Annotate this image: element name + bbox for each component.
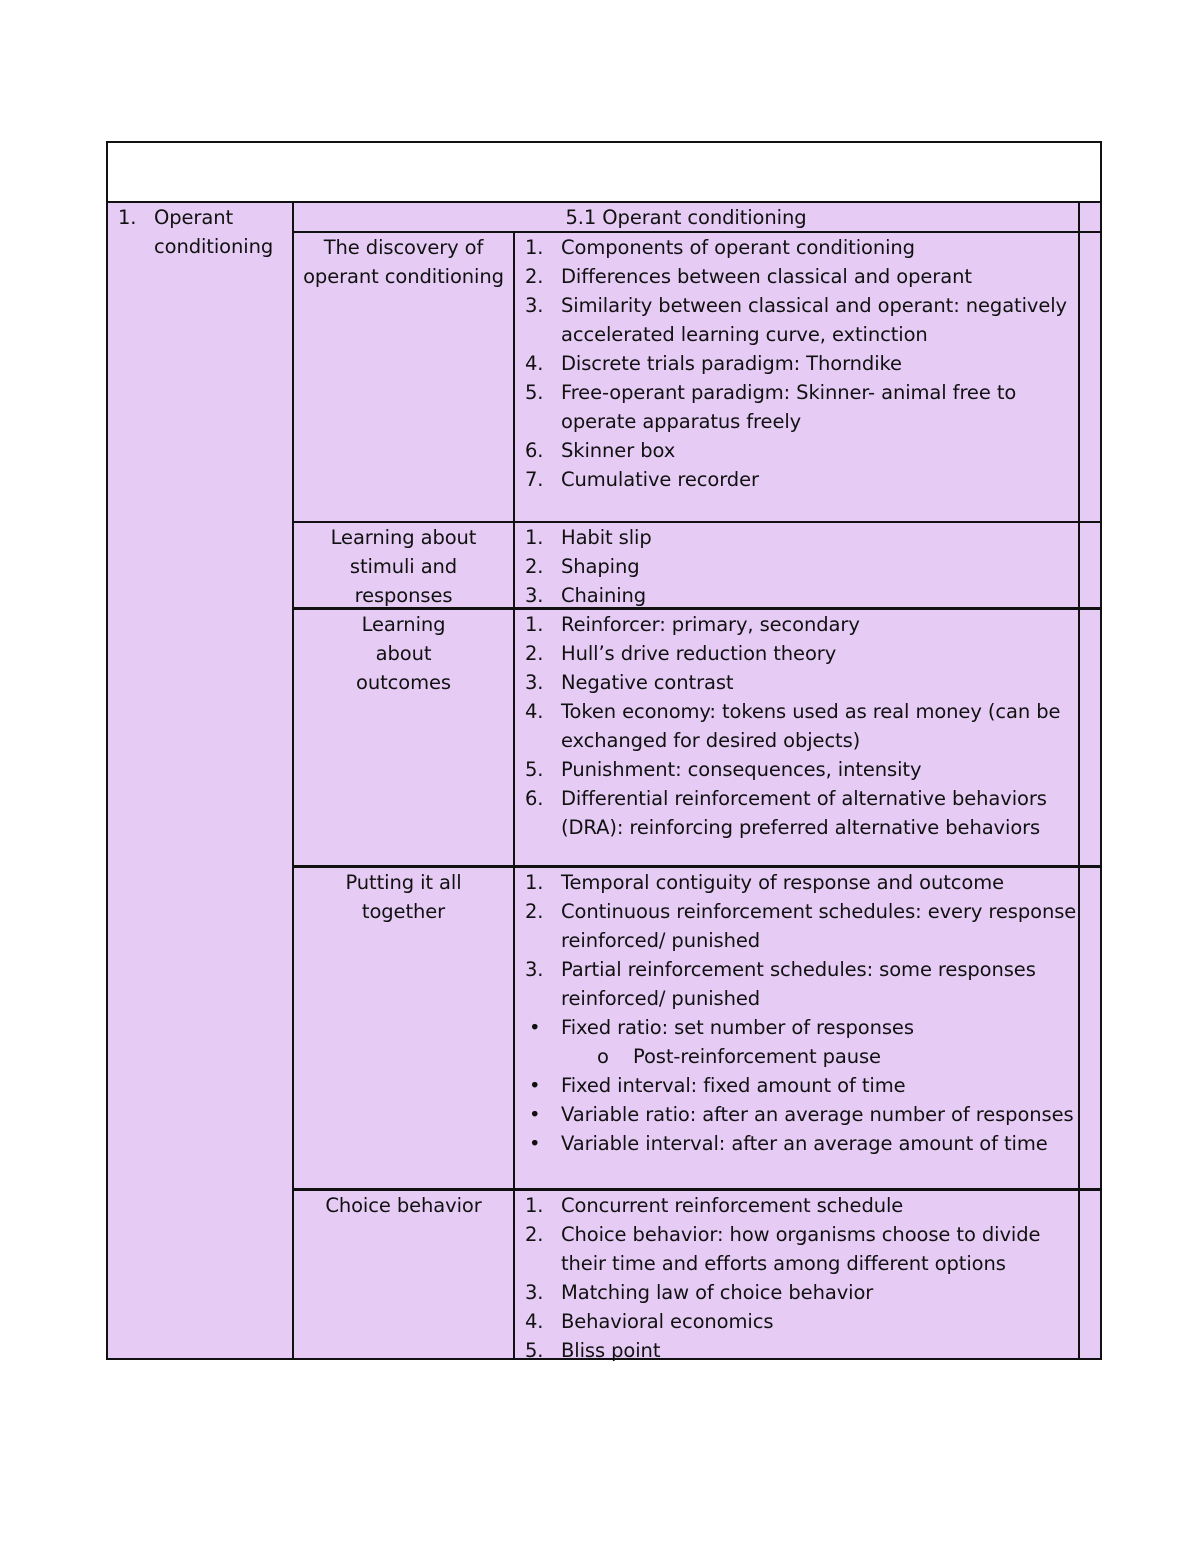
- items-list-outcomes: [515, 610, 1078, 842]
- list-marker: •: [529, 1132, 541, 1155]
- list-item: [515, 868, 1078, 897]
- list-item-text: Partial reinforcement schedules: some responses reinforced/ punished: [561, 958, 1036, 1010]
- list-marker: 4.: [525, 352, 544, 375]
- list-item: [515, 523, 1078, 552]
- list-marker: 2.: [525, 265, 544, 288]
- list-item-text: Token economy: tokens used as real money (can be exchanged for desired objects): [561, 700, 1061, 752]
- rule-left-column: [292, 201, 294, 1358]
- list-item: [515, 1042, 1078, 1071]
- list-item: [515, 436, 1078, 465]
- list-marker: 1.: [525, 871, 544, 894]
- list-marker: 6.: [525, 439, 544, 462]
- list-marker: 7.: [525, 468, 544, 491]
- list-marker: 2.: [525, 900, 544, 923]
- rule-row-4: [294, 1188, 1100, 1191]
- extra-cell-1: [1080, 233, 1100, 521]
- list-item-text: Variable ratio: after an average number of responses: [561, 1103, 1074, 1126]
- list-item: [515, 1220, 1078, 1278]
- list-item: [515, 1129, 1078, 1158]
- items-cell-choice: [515, 1191, 1078, 1362]
- list-item-text: Punishment: consequences, intensity: [561, 758, 922, 781]
- section-title: 5.1 Operant conditioning: [294, 203, 1078, 231]
- list-item: [515, 1307, 1078, 1336]
- topic-cell-together: Putting it all together: [294, 868, 513, 1188]
- list-item: [515, 552, 1078, 581]
- list-item-text: Temporal contiguity of response and outcome: [561, 871, 1005, 894]
- list-item-text: Differential reinforcement of alternative behaviors (DRA): reinforcing preferred alternative behaviors: [561, 787, 1047, 839]
- list-item: [515, 349, 1078, 378]
- list-item: [515, 668, 1078, 697]
- list-marker: 3.: [525, 958, 544, 981]
- list-item: [515, 639, 1078, 668]
- list-item-text: Continuous reinforcement schedules: every response reinforced/ punished: [561, 900, 1077, 952]
- list-item: [515, 581, 1078, 610]
- list-item: [515, 1100, 1078, 1129]
- chapter-number: 1.: [118, 206, 137, 229]
- list-item-text: Components of operant conditioning: [561, 236, 915, 259]
- list-item-text: Cumulative recorder: [561, 468, 759, 491]
- list-item: [515, 262, 1078, 291]
- list-item: [515, 1013, 1078, 1042]
- section-title-extra-cell: [1080, 203, 1100, 231]
- list-marker: 5.: [525, 1339, 544, 1362]
- list-item-text: Habit slip: [561, 526, 652, 549]
- list-marker: 4.: [525, 1310, 544, 1333]
- list-marker: 3.: [525, 671, 544, 694]
- items-cell-discovery: [515, 233, 1078, 521]
- items-list-choice: [515, 1191, 1078, 1365]
- list-item-text: Shaping: [561, 555, 640, 578]
- topic-cell-stimuli: Learning about stimuli and responses: [294, 523, 513, 607]
- rule-under-header: [108, 201, 1100, 203]
- items-list-stimuli: [515, 523, 1078, 610]
- list-marker: •: [529, 1016, 541, 1039]
- extra-cell-5: [1080, 1191, 1100, 1358]
- list-item: [515, 697, 1078, 755]
- chapter-cell: [108, 203, 292, 1358]
- list-item-text: Bliss point: [561, 1339, 661, 1362]
- list-item-text: Reinforcer: primary, secondary: [561, 613, 860, 636]
- list-marker: 2.: [525, 555, 544, 578]
- rule-row-1: [294, 521, 1100, 523]
- list-item-text: Discrete trials paradigm: Thorndike: [561, 352, 902, 375]
- list-marker: 2.: [525, 642, 544, 665]
- list-marker: 3.: [525, 584, 544, 607]
- items-cell-outcomes: [515, 610, 1078, 865]
- list-item: [515, 1191, 1078, 1220]
- rule-under-section: [294, 231, 1100, 233]
- list-item-text: Differences between classical and operant: [561, 265, 972, 288]
- list-item-text: Concurrent reinforcement schedule: [561, 1194, 904, 1217]
- list-item-text: Matching law of choice behavior: [561, 1281, 874, 1304]
- list-marker: 5.: [525, 758, 544, 781]
- list-item: [515, 291, 1078, 349]
- list-marker: o: [597, 1045, 609, 1068]
- items-cell-stimuli: [515, 523, 1078, 607]
- extra-cell-4: [1080, 868, 1100, 1188]
- items-cell-together: [515, 868, 1078, 1188]
- items-list-discovery: [515, 233, 1078, 494]
- list-marker: 5.: [525, 381, 544, 404]
- items-list-together: [515, 868, 1078, 1158]
- rule-row-3: [294, 865, 1100, 868]
- list-item: [515, 610, 1078, 639]
- list-item-text: Chaining: [561, 584, 647, 607]
- topic-cell-outcomes: Learning about outcomes: [294, 610, 513, 865]
- table-header-row: [108, 143, 1100, 201]
- topic-cell-choice: Choice behavior: [294, 1191, 513, 1358]
- outline-table: [106, 141, 1102, 1360]
- list-item-text: Hull’s drive reduction theory: [561, 642, 837, 665]
- list-item: [515, 784, 1078, 842]
- list-marker: 1.: [525, 1194, 544, 1217]
- list-marker: 3.: [525, 1281, 544, 1304]
- extra-cell-2: [1080, 523, 1100, 607]
- list-item: [515, 955, 1078, 1013]
- list-marker: 1.: [525, 236, 544, 259]
- list-item: [515, 755, 1078, 784]
- list-marker: 4.: [525, 700, 544, 723]
- list-item-text: Similarity between classical and operant: negatively accelerated learning curve, extinction: [561, 294, 1067, 346]
- list-item: [515, 1336, 1078, 1365]
- topic-cell-discovery: The discovery of operant conditioning: [294, 233, 513, 521]
- list-item: [515, 378, 1078, 436]
- extra-cell-3: [1080, 610, 1100, 865]
- list-item: [515, 1278, 1078, 1307]
- list-marker: 3.: [525, 294, 544, 317]
- list-item: [515, 1071, 1078, 1100]
- list-item: [515, 233, 1078, 262]
- list-item-text: Skinner box: [561, 439, 676, 462]
- list-marker: 1.: [525, 613, 544, 636]
- list-item-text: Behavioral economics: [561, 1310, 774, 1333]
- rule-extra-column: [1078, 201, 1080, 1358]
- list-item-text: Post-reinforcement pause: [633, 1045, 881, 1068]
- rule-row-2: [294, 607, 1100, 610]
- list-marker: •: [529, 1074, 541, 1097]
- list-item: [515, 465, 1078, 494]
- list-item-text: Fixed ratio: set number of responses: [561, 1016, 914, 1039]
- list-marker: •: [529, 1103, 541, 1126]
- list-item-text: Variable interval: after an average amount of time: [561, 1132, 1048, 1155]
- list-item-text: Choice behavior: how organisms choose to divide their time and efforts among different options: [561, 1223, 1041, 1275]
- list-item-text: Fixed interval: fixed amount of time: [561, 1074, 906, 1097]
- list-marker: 1.: [525, 526, 544, 549]
- chapter-label: Operant conditioning: [154, 206, 274, 258]
- list-item: [515, 897, 1078, 955]
- list-marker: 2.: [525, 1223, 544, 1246]
- list-item-text: Free-operant paradigm: Skinner- animal free to operate apparatus freely: [561, 381, 1017, 433]
- list-marker: 6.: [525, 787, 544, 810]
- list-item-text: Negative contrast: [561, 671, 734, 694]
